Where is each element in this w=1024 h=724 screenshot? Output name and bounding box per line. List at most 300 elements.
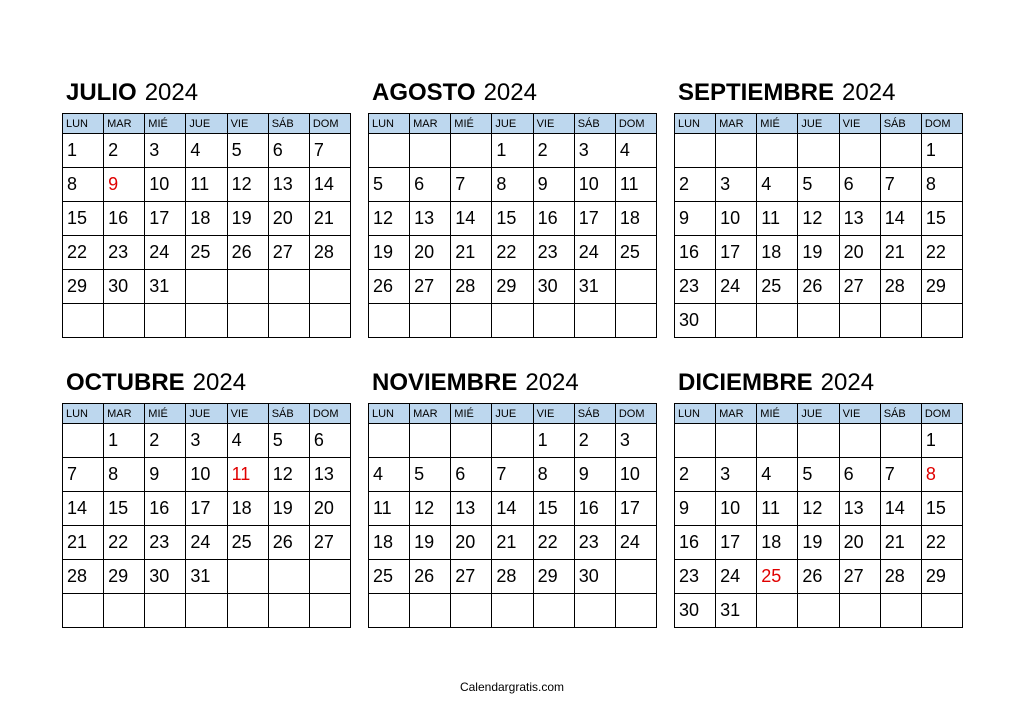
day-cell: 2 bbox=[675, 458, 716, 492]
empty-day-cell bbox=[369, 134, 410, 168]
week-row bbox=[675, 134, 963, 168]
day-cell: 17 bbox=[145, 202, 186, 236]
day-cell: 18 bbox=[186, 202, 227, 236]
day-cell: 21 bbox=[451, 236, 492, 270]
empty-day-cell bbox=[410, 424, 451, 458]
day-cell: 21 bbox=[880, 236, 921, 270]
day-cell: 9 bbox=[145, 458, 186, 492]
weekday-header: MIÉ bbox=[451, 404, 492, 424]
day-cell: 22 bbox=[63, 236, 104, 270]
week-row bbox=[675, 526, 963, 560]
weekday-header: MAR bbox=[716, 114, 757, 134]
month-name: DICIEMBRE bbox=[678, 369, 813, 396]
day-cell: 13 bbox=[451, 492, 492, 526]
week-row bbox=[369, 202, 657, 236]
weekday-header: LUN bbox=[63, 404, 104, 424]
day-cell: 28 bbox=[880, 270, 921, 304]
week-row bbox=[63, 168, 351, 202]
day-cell: 25 bbox=[615, 236, 656, 270]
day-cell: 6 bbox=[451, 458, 492, 492]
empty-day-cell bbox=[186, 304, 227, 338]
weekday-header: DOM bbox=[309, 404, 350, 424]
empty-day-cell bbox=[880, 424, 921, 458]
site-footer: Calendargratis.com bbox=[459, 680, 565, 694]
empty-day-cell bbox=[227, 270, 268, 304]
day-cell: 13 bbox=[410, 202, 451, 236]
month-year: 2024 bbox=[144, 79, 199, 106]
month-year: 2024 bbox=[192, 369, 247, 396]
week-row bbox=[675, 304, 963, 338]
empty-day-cell bbox=[798, 424, 839, 458]
empty-day-cell bbox=[268, 594, 309, 628]
day-cell: 31 bbox=[574, 270, 615, 304]
day-cell: 24 bbox=[716, 270, 757, 304]
day-cell: 19 bbox=[410, 526, 451, 560]
day-cell: 10 bbox=[186, 458, 227, 492]
month-year: 2024 bbox=[842, 79, 896, 106]
day-cell: 6 bbox=[410, 168, 451, 202]
empty-day-cell bbox=[615, 594, 656, 628]
empty-day-cell bbox=[757, 424, 798, 458]
empty-day-cell bbox=[227, 594, 268, 628]
day-cell: 8 bbox=[492, 168, 533, 202]
weekday-header: DOM bbox=[615, 404, 656, 424]
week-row bbox=[675, 458, 963, 492]
day-cell: 11 bbox=[757, 492, 798, 526]
week-row bbox=[369, 594, 657, 628]
empty-day-cell bbox=[757, 304, 798, 338]
weekday-header: LUN bbox=[369, 114, 410, 134]
weekday-header: MIÉ bbox=[757, 404, 798, 424]
empty-day-cell bbox=[798, 594, 839, 628]
month-title bbox=[678, 76, 895, 110]
month-grid bbox=[368, 113, 657, 338]
day-cell: 14 bbox=[63, 492, 104, 526]
empty-day-cell bbox=[145, 594, 186, 628]
week-row bbox=[369, 560, 657, 594]
day-cell: 7 bbox=[309, 134, 350, 168]
day-cell: 5 bbox=[798, 458, 839, 492]
day-cell: 11 bbox=[757, 202, 798, 236]
week-row bbox=[63, 594, 351, 628]
day-cell: 23 bbox=[675, 270, 716, 304]
day-cell: 11 bbox=[369, 492, 410, 526]
week-row bbox=[369, 526, 657, 560]
day-cell: 10 bbox=[716, 492, 757, 526]
weekday-header: JUE bbox=[798, 114, 839, 134]
day-cell: 10 bbox=[716, 202, 757, 236]
weekday-header: MIÉ bbox=[757, 114, 798, 134]
day-cell: 17 bbox=[615, 492, 656, 526]
day-cell: 13 bbox=[839, 202, 880, 236]
week-row bbox=[675, 424, 963, 458]
day-cell: 22 bbox=[921, 236, 962, 270]
empty-day-cell bbox=[574, 594, 615, 628]
empty-day-cell bbox=[104, 594, 145, 628]
empty-day-cell bbox=[451, 304, 492, 338]
empty-day-cell bbox=[309, 304, 350, 338]
weekday-header: VIE bbox=[227, 404, 268, 424]
day-cell: 15 bbox=[921, 202, 962, 236]
empty-day-cell bbox=[574, 304, 615, 338]
day-cell: 27 bbox=[410, 270, 451, 304]
weekday-header: VIE bbox=[533, 114, 574, 134]
day-cell: 15 bbox=[63, 202, 104, 236]
day-cell: 29 bbox=[533, 560, 574, 594]
day-cell: 3 bbox=[716, 458, 757, 492]
day-cell: 26 bbox=[227, 236, 268, 270]
day-cell: 17 bbox=[716, 236, 757, 270]
day-cell: 19 bbox=[369, 236, 410, 270]
day-cell: 28 bbox=[880, 560, 921, 594]
month-name: JULIO bbox=[66, 79, 137, 106]
day-cell: 12 bbox=[798, 202, 839, 236]
day-cell: 17 bbox=[716, 526, 757, 560]
day-cell: 4 bbox=[615, 134, 656, 168]
day-cell: 8 bbox=[104, 458, 145, 492]
empty-day-cell bbox=[309, 594, 350, 628]
week-row bbox=[675, 270, 963, 304]
empty-day-cell bbox=[410, 134, 451, 168]
day-cell: 27 bbox=[451, 560, 492, 594]
weekday-header: MAR bbox=[410, 404, 451, 424]
day-cell: 6 bbox=[268, 134, 309, 168]
day-cell: 21 bbox=[63, 526, 104, 560]
day-cell: 19 bbox=[268, 492, 309, 526]
day-cell: 25 bbox=[757, 560, 798, 594]
day-cell: 1 bbox=[104, 424, 145, 458]
weekday-header: LUN bbox=[63, 114, 104, 134]
day-cell: 18 bbox=[615, 202, 656, 236]
weekday-header-row bbox=[63, 114, 351, 134]
empty-day-cell bbox=[268, 270, 309, 304]
day-cell: 23 bbox=[145, 526, 186, 560]
day-cell: 12 bbox=[227, 168, 268, 202]
day-cell: 22 bbox=[921, 526, 962, 560]
day-cell: 28 bbox=[309, 236, 350, 270]
day-cell: 24 bbox=[574, 236, 615, 270]
empty-day-cell bbox=[492, 424, 533, 458]
empty-day-cell bbox=[880, 304, 921, 338]
weekday-header: MAR bbox=[104, 404, 145, 424]
month-title bbox=[678, 366, 874, 400]
day-cell: 8 bbox=[63, 168, 104, 202]
day-cell: 18 bbox=[757, 526, 798, 560]
week-row bbox=[63, 202, 351, 236]
day-cell: 31 bbox=[145, 270, 186, 304]
week-row bbox=[675, 594, 963, 628]
empty-day-cell bbox=[227, 560, 268, 594]
empty-day-cell bbox=[716, 304, 757, 338]
day-cell: 9 bbox=[574, 458, 615, 492]
day-cell: 9 bbox=[533, 168, 574, 202]
weekday-header: JUE bbox=[798, 404, 839, 424]
weekday-header: LUN bbox=[675, 114, 716, 134]
day-cell: 5 bbox=[268, 424, 309, 458]
empty-day-cell bbox=[675, 134, 716, 168]
weekday-header: DOM bbox=[921, 404, 962, 424]
day-cell: 16 bbox=[574, 492, 615, 526]
empty-day-cell bbox=[186, 594, 227, 628]
day-cell: 16 bbox=[145, 492, 186, 526]
day-cell: 16 bbox=[675, 236, 716, 270]
weekday-header: MIÉ bbox=[451, 114, 492, 134]
weekday-header: DOM bbox=[615, 114, 656, 134]
empty-day-cell bbox=[798, 304, 839, 338]
empty-day-cell bbox=[533, 594, 574, 628]
day-cell: 18 bbox=[757, 236, 798, 270]
day-cell: 20 bbox=[451, 526, 492, 560]
empty-day-cell bbox=[839, 134, 880, 168]
weekday-header-row bbox=[369, 404, 657, 424]
week-row bbox=[63, 424, 351, 458]
day-cell: 13 bbox=[268, 168, 309, 202]
day-cell: 7 bbox=[880, 458, 921, 492]
empty-day-cell bbox=[309, 270, 350, 304]
empty-day-cell bbox=[839, 594, 880, 628]
month-title bbox=[66, 366, 246, 400]
weekday-header-row bbox=[369, 114, 657, 134]
day-cell: 1 bbox=[63, 134, 104, 168]
day-cell: 22 bbox=[492, 236, 533, 270]
day-cell: 24 bbox=[615, 526, 656, 560]
day-cell: 15 bbox=[533, 492, 574, 526]
day-cell: 21 bbox=[492, 526, 533, 560]
weekday-header: DOM bbox=[921, 114, 962, 134]
day-cell: 20 bbox=[309, 492, 350, 526]
day-cell: 3 bbox=[716, 168, 757, 202]
day-cell: 4 bbox=[757, 458, 798, 492]
weekday-header: VIE bbox=[227, 114, 268, 134]
empty-day-cell bbox=[921, 304, 962, 338]
day-cell: 23 bbox=[675, 560, 716, 594]
day-cell: 2 bbox=[675, 168, 716, 202]
weekday-header: LUN bbox=[675, 404, 716, 424]
week-row bbox=[675, 492, 963, 526]
day-cell: 7 bbox=[63, 458, 104, 492]
day-cell: 18 bbox=[227, 492, 268, 526]
day-cell: 3 bbox=[145, 134, 186, 168]
day-cell: 23 bbox=[104, 236, 145, 270]
day-cell: 12 bbox=[369, 202, 410, 236]
day-cell: 6 bbox=[309, 424, 350, 458]
empty-day-cell bbox=[921, 594, 962, 628]
month-grid bbox=[368, 403, 657, 628]
day-cell: 26 bbox=[798, 560, 839, 594]
weekday-header: MIÉ bbox=[145, 404, 186, 424]
day-cell: 2 bbox=[533, 134, 574, 168]
week-row bbox=[675, 168, 963, 202]
empty-day-cell bbox=[268, 560, 309, 594]
day-cell: 30 bbox=[675, 594, 716, 628]
weekday-header: MAR bbox=[716, 404, 757, 424]
day-cell: 21 bbox=[309, 202, 350, 236]
empty-day-cell bbox=[63, 304, 104, 338]
day-cell: 15 bbox=[921, 492, 962, 526]
month-name: NOVIEMBRE bbox=[372, 369, 518, 396]
week-row bbox=[369, 168, 657, 202]
day-cell: 16 bbox=[104, 202, 145, 236]
day-cell: 10 bbox=[615, 458, 656, 492]
day-cell: 13 bbox=[839, 492, 880, 526]
empty-day-cell bbox=[492, 304, 533, 338]
day-cell: 27 bbox=[839, 560, 880, 594]
weekday-header: JUE bbox=[186, 114, 227, 134]
empty-day-cell bbox=[369, 424, 410, 458]
empty-day-cell bbox=[716, 134, 757, 168]
day-cell: 20 bbox=[268, 202, 309, 236]
day-cell: 25 bbox=[186, 236, 227, 270]
day-cell: 12 bbox=[410, 492, 451, 526]
week-row bbox=[675, 560, 963, 594]
day-cell: 27 bbox=[309, 526, 350, 560]
empty-day-cell bbox=[839, 424, 880, 458]
day-cell: 13 bbox=[309, 458, 350, 492]
day-cell: 26 bbox=[798, 270, 839, 304]
weekday-header: VIE bbox=[839, 114, 880, 134]
day-cell: 14 bbox=[451, 202, 492, 236]
empty-day-cell bbox=[186, 270, 227, 304]
day-cell: 22 bbox=[533, 526, 574, 560]
day-cell: 19 bbox=[227, 202, 268, 236]
day-cell: 8 bbox=[533, 458, 574, 492]
day-cell: 25 bbox=[757, 270, 798, 304]
day-cell: 19 bbox=[798, 236, 839, 270]
day-cell: 16 bbox=[675, 526, 716, 560]
empty-day-cell bbox=[798, 134, 839, 168]
day-cell: 27 bbox=[839, 270, 880, 304]
week-row bbox=[63, 492, 351, 526]
month-grid bbox=[62, 403, 351, 628]
week-row bbox=[369, 270, 657, 304]
day-cell: 21 bbox=[880, 526, 921, 560]
day-cell: 18 bbox=[369, 526, 410, 560]
day-cell: 9 bbox=[675, 202, 716, 236]
empty-day-cell bbox=[104, 304, 145, 338]
weekday-header: SÁB bbox=[574, 114, 615, 134]
empty-day-cell bbox=[757, 134, 798, 168]
day-cell: 29 bbox=[104, 560, 145, 594]
weekday-header: VIE bbox=[839, 404, 880, 424]
day-cell: 1 bbox=[921, 424, 962, 458]
day-cell: 29 bbox=[921, 560, 962, 594]
day-cell: 4 bbox=[757, 168, 798, 202]
day-cell: 3 bbox=[574, 134, 615, 168]
day-cell: 6 bbox=[839, 458, 880, 492]
empty-day-cell bbox=[615, 304, 656, 338]
day-cell: 25 bbox=[369, 560, 410, 594]
empty-day-cell bbox=[716, 424, 757, 458]
week-row bbox=[63, 304, 351, 338]
empty-day-cell bbox=[410, 594, 451, 628]
weekday-header: SÁB bbox=[268, 114, 309, 134]
empty-day-cell bbox=[227, 304, 268, 338]
week-row bbox=[63, 270, 351, 304]
week-row bbox=[63, 236, 351, 270]
day-cell: 26 bbox=[369, 270, 410, 304]
day-cell: 31 bbox=[716, 594, 757, 628]
empty-day-cell bbox=[880, 594, 921, 628]
day-cell: 25 bbox=[227, 526, 268, 560]
empty-day-cell bbox=[369, 304, 410, 338]
empty-day-cell bbox=[145, 304, 186, 338]
day-cell: 8 bbox=[921, 168, 962, 202]
day-cell: 4 bbox=[186, 134, 227, 168]
day-cell: 28 bbox=[451, 270, 492, 304]
day-cell: 1 bbox=[492, 134, 533, 168]
month-title bbox=[372, 76, 537, 110]
empty-day-cell bbox=[533, 304, 574, 338]
weekday-header: LUN bbox=[369, 404, 410, 424]
empty-day-cell bbox=[309, 560, 350, 594]
week-row bbox=[63, 134, 351, 168]
day-cell: 24 bbox=[716, 560, 757, 594]
day-cell: 23 bbox=[574, 526, 615, 560]
day-cell: 9 bbox=[104, 168, 145, 202]
empty-day-cell bbox=[615, 270, 656, 304]
weekday-header: SÁB bbox=[268, 404, 309, 424]
day-cell: 28 bbox=[492, 560, 533, 594]
day-cell: 27 bbox=[268, 236, 309, 270]
month-grid bbox=[674, 113, 963, 338]
day-cell: 17 bbox=[186, 492, 227, 526]
day-cell: 30 bbox=[533, 270, 574, 304]
week-row bbox=[63, 458, 351, 492]
weekday-header: SÁB bbox=[574, 404, 615, 424]
day-cell: 10 bbox=[574, 168, 615, 202]
weekday-header: SÁB bbox=[880, 114, 921, 134]
week-row bbox=[675, 236, 963, 270]
week-row bbox=[63, 560, 351, 594]
day-cell: 29 bbox=[921, 270, 962, 304]
month-name: SEPTIEMBRE bbox=[678, 79, 835, 106]
day-cell: 5 bbox=[369, 168, 410, 202]
empty-day-cell bbox=[268, 304, 309, 338]
month-grid bbox=[62, 113, 351, 338]
day-cell: 14 bbox=[880, 202, 921, 236]
day-cell: 7 bbox=[451, 168, 492, 202]
day-cell: 20 bbox=[839, 526, 880, 560]
weekday-header: JUE bbox=[492, 114, 533, 134]
weekday-header: VIE bbox=[533, 404, 574, 424]
day-cell: 24 bbox=[186, 526, 227, 560]
empty-day-cell bbox=[839, 304, 880, 338]
day-cell: 1 bbox=[533, 424, 574, 458]
weekday-header-row bbox=[63, 404, 351, 424]
day-cell: 31 bbox=[186, 560, 227, 594]
weekday-header-row bbox=[675, 114, 963, 134]
day-cell: 10 bbox=[145, 168, 186, 202]
day-cell: 3 bbox=[615, 424, 656, 458]
month-title bbox=[66, 76, 198, 110]
weekday-header-row bbox=[675, 404, 963, 424]
month-year: 2024 bbox=[820, 369, 875, 396]
empty-day-cell bbox=[615, 560, 656, 594]
empty-day-cell bbox=[492, 594, 533, 628]
week-row bbox=[369, 134, 657, 168]
weekday-header: SÁB bbox=[880, 404, 921, 424]
day-cell: 6 bbox=[839, 168, 880, 202]
day-cell: 28 bbox=[63, 560, 104, 594]
empty-day-cell bbox=[451, 594, 492, 628]
day-cell: 30 bbox=[675, 304, 716, 338]
day-cell: 22 bbox=[104, 526, 145, 560]
empty-day-cell bbox=[675, 424, 716, 458]
day-cell: 29 bbox=[492, 270, 533, 304]
day-cell: 14 bbox=[309, 168, 350, 202]
day-cell: 20 bbox=[839, 236, 880, 270]
month-name: AGOSTO bbox=[372, 79, 476, 106]
